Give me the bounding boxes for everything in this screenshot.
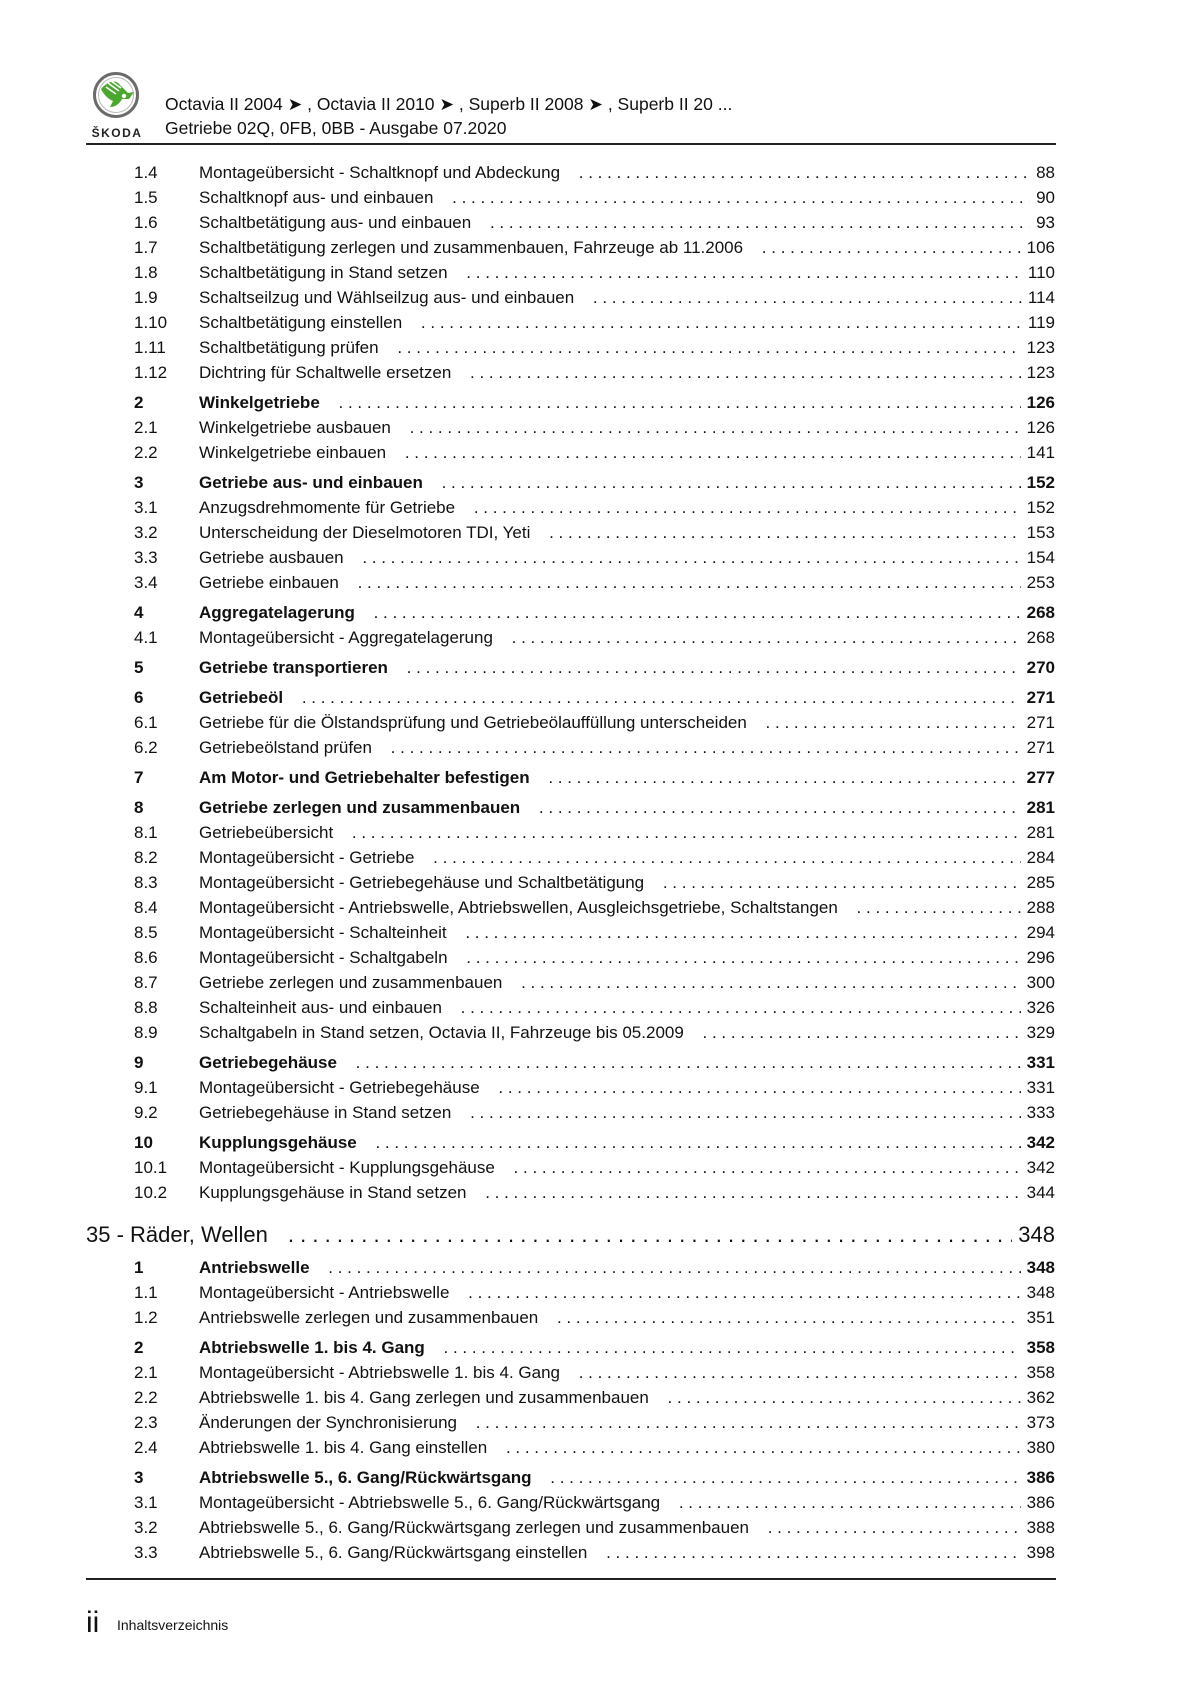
toc-entry-number: 3.1 — [134, 498, 158, 517]
toc-entry-page: 271 — [1021, 688, 1055, 708]
toc-entry-page: 270 — [1021, 658, 1055, 678]
toc-entry-label: Änderungen der Synchronisierung — [199, 1413, 471, 1432]
toc-entry[interactable] — [0, 898, 1191, 920]
toc-entry-label: Montageübersicht - Schalteinheit — [199, 923, 461, 942]
toc-entry-label-with-leader-dots — [199, 873, 1053, 893]
toc-entry-label-with-leader-dots — [199, 658, 1053, 678]
toc-entry-label-with-leader-dots — [199, 263, 1053, 283]
toc-entry-number: 2.2 — [134, 1388, 158, 1407]
toc-entry-number: 8.3 — [134, 873, 158, 892]
toc-entry-number: 4 — [134, 603, 144, 622]
toc-entry-number: 2.1 — [134, 1363, 158, 1382]
toc-entry-number: 1.6 — [134, 213, 158, 232]
toc-entry-label: Anzugsdrehmomente für Getriebe — [199, 498, 469, 517]
toc-entry-label: Abtriebswelle 1. bis 4. Gang einstellen — [199, 1438, 501, 1457]
toc-section-entry[interactable] — [0, 1133, 1191, 1155]
toc-section-entry[interactable] — [0, 688, 1191, 710]
toc-section-entry[interactable] — [0, 658, 1191, 680]
toc-entry-label-with-leader-dots — [199, 1283, 1053, 1303]
toc-entry-label-with-leader-dots — [199, 923, 1053, 943]
toc-section-entry[interactable] — [0, 768, 1191, 790]
toc-entry[interactable] — [0, 288, 1191, 310]
toc-entry-label-with-leader-dots — [199, 523, 1053, 543]
toc-entry-page: 106 — [1021, 238, 1055, 258]
toc-entry-label: Montageübersicht - Antriebswelle — [199, 1283, 463, 1302]
toc-entry[interactable] — [0, 338, 1191, 360]
toc-entry-number: 8.1 — [134, 823, 158, 842]
toc-entry-label: Getriebeübersicht — [199, 823, 347, 842]
toc-entry-label-with-leader-dots — [199, 338, 1053, 358]
toc-entry-label: Schaltbetätigung zerlegen und zusammenbauen, Fahrzeuge ab 11.2006 — [199, 238, 757, 257]
toc-entry[interactable] — [0, 263, 1191, 285]
toc-entry-number: 8.6 — [134, 948, 158, 967]
toc-entry-number: 1.10 — [134, 313, 168, 332]
toc-entry-number: 10 — [134, 1133, 153, 1152]
toc-entry-label-with-leader-dots — [199, 798, 1053, 818]
toc-entry-number: 8.2 — [134, 848, 158, 867]
toc-entry[interactable] — [0, 188, 1191, 210]
toc-entry-number: 9.2 — [134, 1103, 158, 1122]
toc-entry-label: Kupplungsgehäuse in Stand setzen — [199, 1183, 480, 1202]
toc-entry-number: 1.8 — [134, 263, 158, 282]
toc-entry-label: Schalteinheit aus- und einbauen — [199, 998, 456, 1017]
toc-entry-page: 153 — [1021, 523, 1055, 543]
toc-entry-number: 4.1 — [134, 628, 158, 647]
toc-entry-number: 8.4 — [134, 898, 158, 917]
toc-entry[interactable] — [0, 1388, 1191, 1410]
toc-entry-page: 277 — [1021, 768, 1055, 788]
toc-entry-page: 331 — [1021, 1078, 1055, 1098]
toc-entry-label: Kupplungsgehäuse — [199, 1133, 371, 1152]
toc-entry-page: 348 — [1012, 1222, 1055, 1248]
toc-section-entry[interactable] — [0, 798, 1191, 820]
toc-entry-page: 119 — [1022, 313, 1055, 333]
toc-entry-page: 342 — [1021, 1133, 1055, 1153]
toc-entry-label-with-leader-dots — [199, 238, 1053, 258]
toc-entry-page: 123 — [1021, 363, 1055, 383]
toc-entry-label: Abtriebswelle 5., 6. Gang/Rückwärtsgang — [199, 1468, 546, 1487]
toc-entry-label: Antriebswelle — [199, 1258, 324, 1277]
toc-entry[interactable] — [0, 1078, 1191, 1100]
toc-entry-label-with-leader-dots — [199, 1023, 1053, 1043]
toc-section-entry[interactable] — [0, 603, 1191, 625]
toc-entry-label-with-leader-dots — [199, 738, 1053, 758]
toc-entry-label-with-leader-dots — [199, 1078, 1053, 1098]
toc-section-entry[interactable] — [0, 393, 1191, 415]
toc-entry[interactable] — [0, 973, 1191, 995]
toc-entry-label-with-leader-dots — [199, 1183, 1053, 1203]
toc-entry[interactable] — [0, 1308, 1191, 1330]
toc-entry-page: 281 — [1021, 823, 1055, 843]
winged-arrow-icon — [98, 77, 136, 113]
toc-entry-page: 348 — [1021, 1258, 1055, 1278]
toc-entry-page: 93 — [1030, 213, 1055, 233]
toc-entry-label-with-leader-dots — [199, 1103, 1053, 1123]
toc-entry-label: Aggregatelagerung — [199, 603, 369, 622]
toc-entry-label: Montageübersicht - Schaltgabeln — [199, 948, 462, 967]
toc-entry-number: 10.2 — [134, 1183, 168, 1202]
toc-section-entry[interactable] — [0, 473, 1191, 495]
toc-entry-label-with-leader-dots — [199, 1413, 1053, 1433]
toc-entry-label: Montageübersicht - Aggregatelagerung — [199, 628, 507, 647]
toc-entry-page: 348 — [1021, 1283, 1055, 1303]
toc-entry[interactable] — [0, 738, 1191, 760]
toc-entry-label-with-leader-dots — [199, 363, 1053, 383]
toc-entry-number: 1.7 — [134, 238, 158, 257]
toc-entry-number: 6.2 — [134, 738, 158, 757]
toc-entry-label: Getriebe zerlegen und zusammenbauen — [199, 798, 534, 817]
toc-section-entry[interactable] — [0, 1258, 1191, 1280]
toc-entry-label-with-leader-dots — [199, 898, 1053, 918]
toc-entry-label: Schaltgabeln in Stand setzen, Octavia II, Fahrzeuge bis 05.2009 — [199, 1023, 698, 1042]
footer-section-label: Inhaltsverzeichnis — [117, 1617, 229, 1633]
toc-entry-label-with-leader-dots — [199, 768, 1053, 788]
toc-entry-label: Am Motor- und Getriebehalter befestigen — [199, 768, 544, 787]
toc-entry-page: 300 — [1021, 973, 1055, 993]
toc-entry-label: Schaltbetätigung prüfen — [199, 338, 393, 357]
toc-entry[interactable] — [0, 1543, 1191, 1565]
toc-entry[interactable] — [0, 713, 1191, 735]
toc-entry-number: 6.1 — [134, 713, 158, 732]
toc-entry-label-with-leader-dots — [199, 1438, 1053, 1458]
toc-section-entry[interactable] — [0, 1468, 1191, 1490]
toc-entry-page: 294 — [1021, 923, 1055, 943]
toc-entry-number: 8.8 — [134, 998, 158, 1017]
toc-entry-label-with-leader-dots — [199, 848, 1053, 868]
toc-entry-page: 152 — [1021, 498, 1055, 518]
toc-entry-page: 326 — [1021, 998, 1055, 1018]
toc-entry[interactable] — [0, 443, 1191, 465]
toc-entry-page: 88 — [1030, 163, 1055, 183]
toc-entry[interactable] — [0, 1413, 1191, 1435]
toc-entry-number: 1.1 — [134, 1283, 158, 1302]
toc-entry-page: 253 — [1021, 573, 1055, 593]
toc-entry-label-with-leader-dots — [199, 1258, 1053, 1278]
page-number: ii — [86, 1606, 100, 1639]
toc-entry-page: 123 — [1021, 338, 1055, 358]
toc-entry-label-with-leader-dots — [199, 443, 1053, 463]
toc-entry[interactable] — [0, 1183, 1191, 1205]
toc-entry-page: 271 — [1021, 738, 1055, 758]
toc-entry-label-with-leader-dots — [199, 473, 1053, 493]
toc-entry-page: 351 — [1021, 1308, 1055, 1328]
toc-entry-label: Unterscheidung der Dieselmotoren TDI, Yeti — [199, 523, 544, 542]
toc-entry-number: 8 — [134, 798, 144, 817]
toc-entry-number: 3 — [134, 1468, 144, 1487]
toc-entry-page: 152 — [1021, 473, 1055, 493]
toc-entry[interactable] — [0, 873, 1191, 895]
toc-entry-page: 268 — [1021, 603, 1055, 623]
toc-section-entry[interactable] — [0, 1053, 1191, 1075]
toc-entry-label-with-leader-dots — [199, 1363, 1053, 1383]
toc-entry-page: 398 — [1021, 1543, 1055, 1563]
toc-entry[interactable] — [0, 418, 1191, 440]
document-title: Octavia II 2004 ➤ , Octavia II 2010 ➤ , Superb II 2008 ➤ , Superb II 20 ... — [165, 94, 733, 114]
toc-entry[interactable] — [0, 1518, 1191, 1540]
document-subtitle: Getriebe 02Q, 0FB, 0BB - Ausgabe 07.2020 — [165, 118, 507, 138]
toc-entry-number: 8.9 — [134, 1023, 158, 1042]
toc-entry-label: Schaltknopf aus- und einbauen — [199, 188, 447, 207]
toc-entry-label: Getriebe zerlegen und zusammenbauen — [199, 973, 516, 992]
toc-entry[interactable] — [0, 1158, 1191, 1180]
toc-entry-number: 3.2 — [134, 1518, 158, 1537]
toc-entry-label: Getriebe einbauen — [199, 573, 353, 592]
toc-entry-number: 5 — [134, 658, 144, 677]
toc-entry-label: Getriebe transportieren — [199, 658, 402, 677]
toc-entry-page: 386 — [1021, 1468, 1055, 1488]
toc-entry-label-with-leader-dots — [199, 213, 1053, 233]
toc-entry[interactable] — [0, 823, 1191, 845]
toc-entry-label-with-leader-dots — [199, 1133, 1053, 1153]
footer-divider — [86, 1578, 1056, 1580]
toc-entry-number: 1.12 — [134, 363, 168, 382]
toc-entry-number: 2.3 — [134, 1413, 158, 1432]
toc-entry-label-with-leader-dots — [199, 1338, 1053, 1358]
toc-entry-label: Winkelgetriebe ausbauen — [199, 418, 405, 437]
toc-entry-page: 358 — [1021, 1363, 1055, 1383]
toc-entry-label-with-leader-dots — [199, 1493, 1053, 1513]
toc-entry-page: 386 — [1021, 1493, 1055, 1513]
toc-entry-number: 6 — [134, 688, 144, 707]
toc-entry-label: Montageübersicht - Antriebswelle, Abtriebswellen, Ausgleichsgetriebe, Schaltstangen — [199, 898, 852, 917]
toc-entry-number: 7 — [134, 768, 144, 787]
toc-entry-label: Montageübersicht - Getriebegehäuse und Schaltbetätigung — [199, 873, 658, 892]
toc-entry-number: 3 — [134, 473, 144, 492]
toc-entry-label: Antriebswelle zerlegen und zusammenbauen — [199, 1308, 552, 1327]
toc-entry-page: 126 — [1021, 393, 1055, 413]
toc-entry-page: 110 — [1022, 263, 1055, 283]
toc-entry[interactable] — [0, 923, 1191, 945]
toc-entry-page: 285 — [1021, 873, 1055, 893]
toc-entry-label: Montageübersicht - Schaltknopf und Abdeckung — [199, 163, 574, 182]
toc-entry-number: 2.4 — [134, 1438, 158, 1457]
toc-entry-page: 114 — [1022, 288, 1055, 308]
toc-entry[interactable] — [0, 1493, 1191, 1515]
toc-entry[interactable] — [0, 1283, 1191, 1305]
toc-entry-page: 141 — [1021, 443, 1055, 463]
toc-entry-label-with-leader-dots — [199, 628, 1053, 648]
toc-entry-label-with-leader-dots — [199, 1518, 1053, 1538]
toc-entry-number: 8.7 — [134, 973, 158, 992]
toc-entry-label-with-leader-dots — [199, 688, 1053, 708]
toc-entry-label: Getriebeölstand prüfen — [199, 738, 386, 757]
toc-entry-label-with-leader-dots — [199, 1053, 1053, 1073]
toc-entry[interactable] — [0, 1023, 1191, 1045]
toc-entry-label-with-leader-dots — [199, 1543, 1053, 1563]
toc-entry-page: 296 — [1021, 948, 1055, 968]
toc-entry-number: 3.4 — [134, 573, 158, 592]
toc-entry-label: Schaltbetätigung aus- und einbauen — [199, 213, 485, 232]
toc-entry-label-with-leader-dots — [199, 548, 1053, 568]
toc-entry-label-with-leader-dots — [199, 573, 1053, 593]
toc-entry[interactable] — [0, 1438, 1191, 1460]
toc-entry-page: 331 — [1021, 1053, 1055, 1073]
toc-entry[interactable] — [0, 238, 1191, 260]
toc-entry-page: 284 — [1021, 848, 1055, 868]
toc-entry[interactable] — [0, 573, 1191, 595]
toc-entry-number: 10.1 — [134, 1158, 168, 1177]
toc-entry-number: 2 — [134, 393, 144, 412]
toc-entry[interactable] — [0, 998, 1191, 1020]
toc-entry-label: Montageübersicht - Getriebe — [199, 848, 428, 867]
toc-entry-page: 388 — [1021, 1518, 1055, 1538]
toc-entry-label-with-leader-dots — [199, 1158, 1053, 1178]
toc-entry-label: Getriebegehäuse — [199, 1053, 351, 1072]
toc-entry-page: 281 — [1021, 798, 1055, 818]
toc-entry-page: 126 — [1021, 418, 1055, 438]
toc-entry[interactable] — [0, 523, 1191, 545]
toc-entry-label-with-leader-dots — [199, 1308, 1053, 1328]
toc-entry-number: 9 — [134, 1053, 144, 1072]
toc-entry-number: 1.9 — [134, 288, 158, 307]
toc-entry-label: Abtriebswelle 1. bis 4. Gang — [199, 1338, 439, 1357]
toc-entry-label-with-leader-dots — [86, 1222, 1051, 1248]
toc-entry-page: 90 — [1030, 188, 1055, 208]
toc-entry-label: Montageübersicht - Kupplungsgehäuse — [199, 1158, 509, 1177]
toc-entry-number: 3.2 — [134, 523, 158, 542]
toc-entry-label-with-leader-dots — [199, 393, 1053, 413]
toc-entry-label: Getriebegehäuse in Stand setzen — [199, 1103, 465, 1122]
toc-entry-number: 2.1 — [134, 418, 158, 437]
toc-entry[interactable] — [0, 1363, 1191, 1385]
toc-entry-label-with-leader-dots — [199, 713, 1053, 733]
toc-entry-page: 329 — [1021, 1023, 1055, 1043]
toc-entry-page: 373 — [1021, 1413, 1055, 1433]
toc-entry[interactable] — [0, 213, 1191, 235]
toc-entry-label-with-leader-dots — [199, 823, 1053, 843]
toc-entry-page: 358 — [1021, 1338, 1055, 1358]
toc-entry[interactable] — [0, 948, 1191, 970]
toc-entry-number: 2 — [134, 1338, 144, 1357]
toc-entry-number: 1 — [134, 1258, 144, 1277]
toc-entry-label: Abtriebswelle 1. bis 4. Gang zerlegen und zusammenbauen — [199, 1388, 663, 1407]
toc-entry-label: 35 - Räder, Wellen — [86, 1222, 282, 1247]
toc-entry-label-with-leader-dots — [199, 973, 1053, 993]
toc-entry-page: 271 — [1021, 713, 1055, 733]
toc-entry-label-with-leader-dots — [199, 1468, 1053, 1488]
toc-entry-page: 362 — [1021, 1388, 1055, 1408]
toc-entry-label: Getriebeöl — [199, 688, 297, 707]
toc-entry-number: 1.5 — [134, 188, 158, 207]
toc-section-entry[interactable] — [0, 1338, 1191, 1360]
toc-entry-label: Winkelgetriebe einbauen — [199, 443, 400, 462]
toc-entry-number: 9.1 — [134, 1078, 158, 1097]
toc-entry-number: 8.5 — [134, 923, 158, 942]
toc-entry-page: 333 — [1021, 1103, 1055, 1123]
toc-entry-label: Montageübersicht - Abtriebswelle 5., 6. Gang/Rückwärtsgang — [199, 1493, 674, 1512]
toc-entry-label: Montageübersicht - Getriebegehäuse — [199, 1078, 494, 1097]
toc-entry-label-with-leader-dots — [199, 998, 1053, 1018]
toc-entry-page: 342 — [1021, 1158, 1055, 1178]
toc-entry-label: Getriebe für die Ölstandsprüfung und Getriebeölauffüllung unterscheiden — [199, 713, 761, 732]
toc-entry-number: 1.2 — [134, 1308, 158, 1327]
toc-entry[interactable] — [0, 548, 1191, 570]
toc-entry[interactable] — [0, 1103, 1191, 1125]
toc-entry-label-with-leader-dots — [199, 948, 1053, 968]
toc-entry-label-with-leader-dots — [199, 603, 1053, 623]
toc-entry-page: 344 — [1021, 1183, 1055, 1203]
brand-wordmark: ŠKODA — [91, 126, 143, 140]
toc-entry-label: Dichtring für Schaltwelle ersetzen — [199, 363, 465, 382]
toc-entry-label-with-leader-dots — [199, 418, 1053, 438]
toc-entry[interactable] — [0, 498, 1191, 520]
toc-entry[interactable] — [0, 848, 1191, 870]
toc-entry-number: 3.3 — [134, 1543, 158, 1562]
toc-entry-label: Schaltbetätigung einstellen — [199, 313, 416, 332]
skoda-logo — [86, 70, 148, 142]
toc-entry-number: 2.2 — [134, 443, 158, 462]
toc-entry-label: Getriebe aus- und einbauen — [199, 473, 437, 492]
header-divider — [86, 143, 1056, 145]
toc-entry-label: Abtriebswelle 5., 6. Gang/Rückwärtsgang einstellen — [199, 1543, 601, 1562]
toc-chapter-entry[interactable] — [0, 1222, 1191, 1250]
toc-entry-page: 380 — [1021, 1438, 1055, 1458]
toc-entry-label-with-leader-dots — [199, 163, 1053, 183]
toc-entry[interactable] — [0, 313, 1191, 335]
toc-entry-label: Abtriebswelle 5., 6. Gang/Rückwärtsgang zerlegen und zusammenbauen — [199, 1518, 763, 1537]
toc-entry-number: 1.4 — [134, 163, 158, 182]
toc-entry-page: 288 — [1021, 898, 1055, 918]
toc-entry-page: 268 — [1021, 628, 1055, 648]
page-header — [86, 70, 1056, 146]
toc-entry[interactable] — [0, 163, 1191, 185]
toc-entry-label-with-leader-dots — [199, 188, 1053, 208]
toc-entry-label: Schaltbetätigung in Stand setzen — [199, 263, 462, 282]
toc-entry-page: 154 — [1021, 548, 1055, 568]
toc-entry-label-with-leader-dots — [199, 498, 1053, 518]
toc-entry-number: 3.3 — [134, 548, 158, 567]
toc-entry-label: Getriebe ausbauen — [199, 548, 358, 567]
toc-entry-label: Montageübersicht - Abtriebswelle 1. bis 4. Gang — [199, 1363, 574, 1382]
toc-entry-label-with-leader-dots — [199, 1388, 1053, 1408]
toc-entry-label: Schaltseilzug und Wählseilzug aus- und einbauen — [199, 288, 588, 307]
toc-entry-label: Winkelgetriebe — [199, 393, 334, 412]
toc-entry-label-with-leader-dots — [199, 313, 1053, 333]
toc-entry[interactable] — [0, 363, 1191, 385]
toc-entry-label-with-leader-dots — [199, 288, 1053, 308]
toc-entry-number: 1.11 — [134, 338, 166, 357]
toc-entry[interactable] — [0, 628, 1191, 650]
toc-entry-number: 3.1 — [134, 1493, 158, 1512]
